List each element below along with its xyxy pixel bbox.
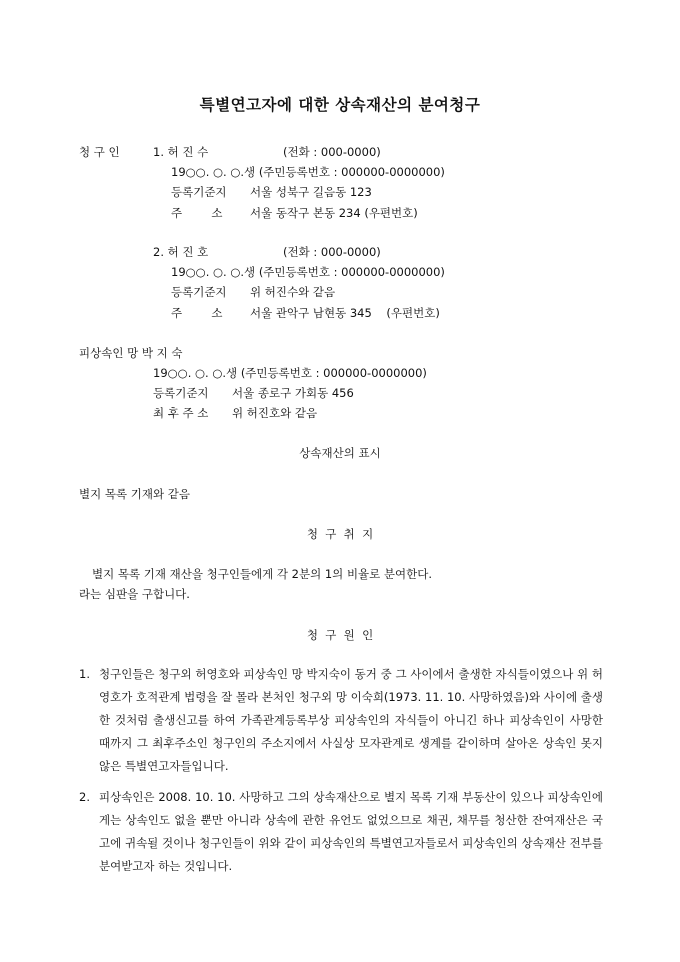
claimant-1-name: 1. 허 진 수 <box>153 145 209 159</box>
claimant-2-name: 2. 허 진 호 <box>153 245 209 259</box>
claimant-2-birth: 19○○. ○. ○.생 (주민등록번호 : 000000-0000000) <box>171 265 445 279</box>
cause-2-text: 피상속인은 2008. 10. 10. 사망하고 그의 상속재산으로 별지 목록 기재 부동산이 있으나 피상속인에게는 상속인도 없을 뿐만 아니라 상속에 관한 유언도 없었으므로 채권, 채무를 청산한 잔여재산은 국고에 귀속될 것이나 청구인들이 위와 같이 피상속인의 특별연고자들로서 피상속인의 상속재산 전부를 분여받고자 하는 것입니다. <box>99 790 603 873</box>
estate-heading: 상속재산의 표시 <box>299 446 381 460</box>
claimant-1-address: 서울 동작구 본동 234 (우편번호) <box>250 206 418 220</box>
claimant-2-domicile-label: 등록기준지 <box>171 285 227 299</box>
claimant-1-address-label: 주 소 <box>171 206 223 220</box>
deceased-label: 피상속인 망 박 지 숙 <box>79 346 183 360</box>
claimant-2-address-label: 주 소 <box>171 306 223 320</box>
claimant-2-domicile: 위 허진수와 같음 <box>250 285 336 299</box>
claimant-1-domicile-label: 등록기준지 <box>171 185 227 199</box>
deceased-domicile-label: 등록기준지 <box>153 386 209 400</box>
cause-2-number: 2. <box>79 790 90 804</box>
estate-text: 별지 목록 기재와 같음 <box>79 487 190 501</box>
claimant-2-phone: (전화 : 000-0000) <box>283 245 381 259</box>
deceased-last-address-label: 최 후 주 소 <box>153 406 209 420</box>
deceased-domicile: 서울 종로구 가회동 456 <box>232 386 354 400</box>
purpose-heading: 청 구 취 지 <box>306 527 374 541</box>
cause-heading: 청 구 원 인 <box>306 628 374 642</box>
document-title: 특별연고자에 대한 상속재산의 분여청구 <box>199 96 481 114</box>
cause-paragraph-1 <box>79 663 603 778</box>
purpose-line-1: 별지 목록 기재 재산을 청구인들에게 각 2분의 1의 비율로 분여한다. <box>92 567 433 581</box>
claimant-1-domicile: 서울 성북구 길음동 123 <box>250 185 372 199</box>
deceased-last-address: 위 허진호와 같음 <box>232 406 318 420</box>
deceased-birth: 19○○. ○. ○.생 (주민등록번호 : 000000-0000000) <box>153 366 427 380</box>
purpose-line-2: 라는 심판을 구합니다. <box>79 587 190 601</box>
claimant-1-phone: (전화 : 000-0000) <box>283 145 381 159</box>
cause-paragraph-2 <box>79 786 603 878</box>
claimant-1-birth: 19○○. ○. ○.생 (주민등록번호 : 000000-0000000) <box>171 165 445 179</box>
cause-1-text: 청구인들은 청구외 허영호와 피상속인 망 박지숙이 동거 중 그 사이에서 출생한 자식들이였으나 위 허영호가 호적관계 법령을 잘 몰라 본처인 청구외 망 이숙희(1973. 11. 10. 사망하였음)와 사이에 출생한 것처럼 출생신고를 하여 가족관계등록부상 피상속인의 자식들이 아니긴 하나 피상속인이 사망한 때까지 그 최후주소인 청구인의 주소지에서 사실상 모자관계로 생계를 같이하며 살아온 상속인 못지 않은 특별연고자들입니다. <box>99 667 603 773</box>
claimant-2-address: 서울 관악구 남현동 345 (우편번호) <box>250 306 440 320</box>
cause-1-number: 1. <box>79 667 90 681</box>
claimant-label: 청 구 인 <box>79 145 120 159</box>
